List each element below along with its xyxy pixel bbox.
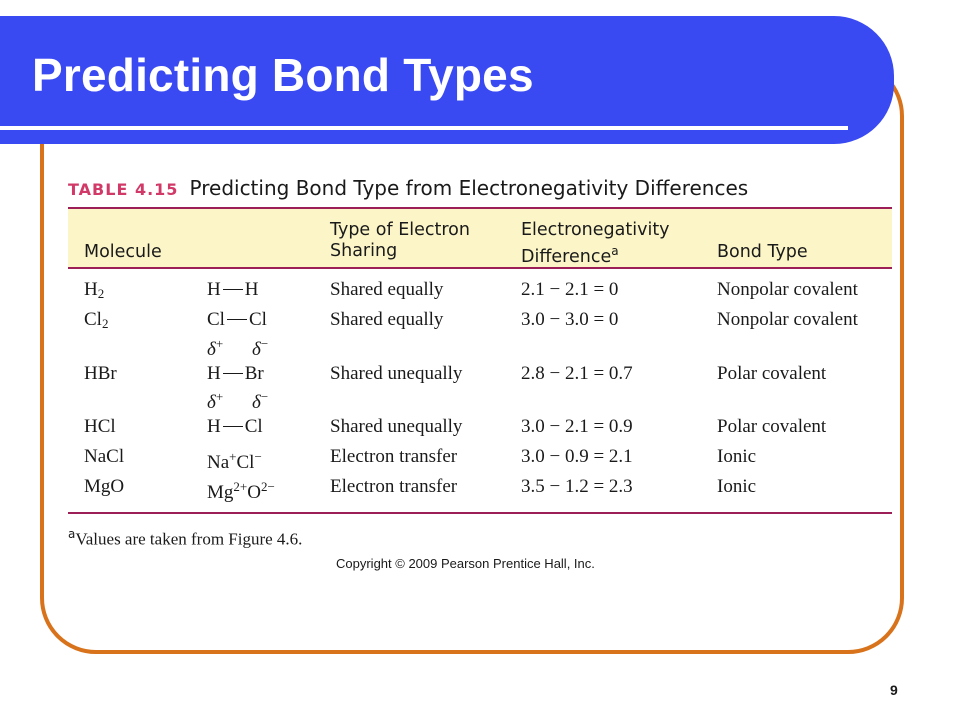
table-footnote <box>68 527 302 550</box>
row4-delta-minus-sign: − <box>260 389 269 404</box>
row4-difference: 3.0 − 2.1 = 0.9 <box>521 416 633 437</box>
header-bond-type: Bond Type <box>717 242 808 262</box>
row5-molecule: NaCl <box>84 446 125 467</box>
row6-sharing: Electron transfer <box>330 476 458 497</box>
footnote-marker: a <box>68 527 76 541</box>
row1-difference: 2.1 − 2.1 = 0 <box>521 279 619 300</box>
row2-atom1: Cl <box>207 309 225 330</box>
header-molecule: Molecule <box>84 242 162 262</box>
row5-structure <box>207 446 262 474</box>
table-caption: Predicting Bond Type from Electronegativity Differences <box>189 176 749 200</box>
row4-partial-negative <box>252 389 268 414</box>
footnote-text: Values are taken from Figure 4.6. <box>75 529 303 549</box>
row5-anion: Cl <box>236 452 255 473</box>
row2-sharing: Shared equally <box>330 309 444 330</box>
row6-anion-charge: 2− <box>260 479 275 494</box>
row4-delta-minus-symbol: δ <box>252 392 261 413</box>
row5-sharing: Electron transfer <box>330 446 458 467</box>
row3-delta-minus-symbol: δ <box>252 339 261 360</box>
row6-difference: 3.5 − 1.2 = 2.3 <box>521 476 633 497</box>
table-number: TABLE 4.15 <box>68 180 179 199</box>
row1-sharing: Shared equally <box>330 279 444 300</box>
slide-title: Predicting Bond Types <box>32 49 534 101</box>
row3-atom2: Br <box>244 363 264 384</box>
row1-structure <box>207 279 258 301</box>
row4-molecule: HCl <box>84 416 116 437</box>
row3-structure <box>207 363 264 385</box>
page-number: 9 <box>890 682 898 698</box>
title-underline <box>0 126 848 130</box>
table-rule-top <box>68 207 892 209</box>
row1-molecule <box>84 279 104 305</box>
row3-delta-plus-sign: + <box>215 336 224 351</box>
row6-bond-type: Ionic <box>717 476 757 497</box>
row4-delta-plus-sign: + <box>215 389 224 404</box>
row6-cation-charge: 2+ <box>233 479 248 494</box>
row4-sharing: Shared unequally <box>330 416 463 437</box>
row2-molecule-symbol: Cl <box>84 309 102 330</box>
header-difference-line2: Difference <box>521 246 612 267</box>
table-rule-header <box>68 267 892 269</box>
row2-atom2: Cl <box>248 309 267 330</box>
row6-structure <box>207 476 275 504</box>
row4-atom2: Cl <box>244 416 263 437</box>
row2-molecule-subscript: 2 <box>101 316 109 331</box>
row6-anion: O <box>247 482 261 503</box>
row5-difference: 3.0 − 0.9 = 2.1 <box>521 446 633 467</box>
row4-bond-type: Polar covalent <box>717 416 827 437</box>
row5-cation-charge: + <box>229 449 237 464</box>
row4-structure <box>207 416 263 438</box>
header-sharing-line1: Type of Electron <box>330 220 470 240</box>
single-bond-line <box>223 373 243 374</box>
row3-delta-plus-symbol: δ <box>207 339 216 360</box>
row3-bond-type: Polar covalent <box>717 363 827 384</box>
table-rule-bottom <box>68 512 892 514</box>
header-difference-line1: Electronegativity <box>521 220 670 240</box>
row5-bond-type: Ionic <box>717 446 757 467</box>
row2-molecule <box>84 309 108 335</box>
row3-sharing: Shared unequally <box>330 363 463 384</box>
row2-difference: 3.0 − 3.0 = 0 <box>521 309 619 330</box>
row3-partial-positive <box>207 336 223 361</box>
header-sharing <box>330 220 470 262</box>
row1-molecule-symbol: H <box>84 279 98 300</box>
header-difference <box>521 220 670 268</box>
row5-cation: Na <box>207 452 230 473</box>
single-bond-line <box>223 426 243 427</box>
row3-difference: 2.8 − 2.1 = 0.7 <box>521 363 633 384</box>
row4-partial-positive <box>207 389 223 414</box>
row4-atom1: H <box>207 416 221 437</box>
row4-delta-plus-symbol: δ <box>207 392 216 413</box>
row2-structure <box>207 309 267 331</box>
single-bond-line <box>227 319 247 320</box>
row1-atom2: H <box>244 279 259 300</box>
row3-atom1: H <box>207 363 221 384</box>
row1-atom1: H <box>207 279 221 300</box>
header-difference-marker: a <box>611 244 619 258</box>
row1-molecule-subscript: 2 <box>97 286 105 301</box>
header-sharing-line2: Sharing <box>330 241 398 261</box>
row6-molecule: MgO <box>84 476 125 497</box>
row3-partial-negative <box>252 336 268 361</box>
single-bond-line <box>223 289 243 290</box>
row3-delta-minus-sign: − <box>260 336 269 351</box>
table-heading <box>68 176 748 200</box>
row5-anion-charge: − <box>254 449 262 464</box>
header-difference-line2-wrap <box>521 241 670 268</box>
row6-cation: Mg <box>207 482 234 503</box>
copyright-notice: Copyright © 2009 Pearson Prentice Hall, Inc. <box>336 556 595 571</box>
row3-molecule: HBr <box>84 363 117 384</box>
row2-bond-type: Nonpolar covalent <box>717 309 858 330</box>
row1-bond-type: Nonpolar covalent <box>717 279 858 300</box>
